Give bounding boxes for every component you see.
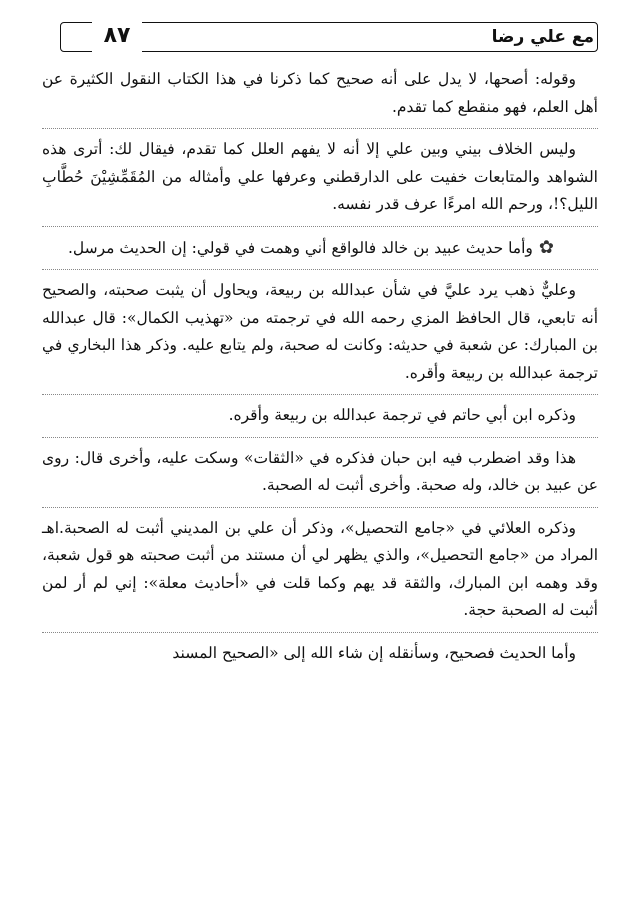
separator — [42, 507, 598, 509]
separator — [42, 632, 598, 634]
paragraph-2: وليس الخلاف بيني وبين علي إلا أنه لا يفهم العلل كما تقدم، فيقال لك: أترى هذه الشواهد والمتابعات خفيت على الدارقطني وعرفها علي وأمثاله من المُقَمِّشِيْنَ حُطَّابِ الليل؟!، ورحم الله امرءًا عرف قدر نفسه. — [42, 140, 598, 213]
separator — [42, 269, 598, 271]
paragraph-3-text: وأما حديث عبيد بن خالد فالواقع أني وهمت في قولي: إن الحديث مرسل. — [67, 238, 533, 257]
paragraph-6: هذا وقد اضطرب فيه ابن حبان فذكره في «الثقات» وسكت عليه، وأخرى قال: روى عن عبيد بن خالد، وله صحبة. وأخرى أثبت له الصحبة. — [42, 448, 598, 494]
paragraph-3 — [42, 234, 598, 263]
page-body — [42, 66, 598, 674]
flower-icon: ✿ — [538, 236, 554, 258]
paragraph-4: وعليٌّ ذهب يرد عليَّ في شأن عبدالله بن ربيعة، ويحاول أن يثبت صحبته، والصحيح أنه تابعي، قال الحافظ المزي رحمه الله في ترجمته من «تهذيب الكمال»: قال عبدالله بن المبارك: عن شعبة في حديثه: وكانت له صحبة، ولم يتابع عليه. وذكر هذا البخاري في ترجمة عبدالله بن ربيعة وأقره. — [42, 281, 598, 382]
separator — [42, 128, 598, 130]
paragraph-8: وأما الحديث فصحيح، وسأنقله إن شاء الله إلى «الصحيح المسند — [172, 643, 576, 662]
page-number: ٨٧ — [92, 18, 142, 54]
paragraph-7: وذكره العلائي في «جامع التحصيل»، وذكر أن علي بن المديني أثبت له الصحبة.اهـ المراد من «جامع التحصيل»، والذي يظهر لي أن مستند من أثبت صحبته هو قول شعبة، وقد وهمه ابن المبارك، والثقة قد يهم وكما قلت في «أحاديث معلة»: إني لم أر لمن أثبت له الصحبة حجة. — [42, 518, 598, 619]
paragraph-1: وقوله: أصحها، لا يدل على أنه صحيح كما ذكرنا في هذا الكتاب النقول الكثيرة عن أهل العلم، فهو منقطع كما تقدم. — [42, 70, 598, 116]
separator — [42, 437, 598, 439]
separator — [42, 394, 598, 396]
paragraph-5: وذكره ابن أبي حاتم في ترجمة عبدالله بن ربيعة وأقره. — [228, 406, 576, 424]
running-title: مع علي رضا — [491, 27, 594, 47]
separator — [42, 226, 598, 228]
